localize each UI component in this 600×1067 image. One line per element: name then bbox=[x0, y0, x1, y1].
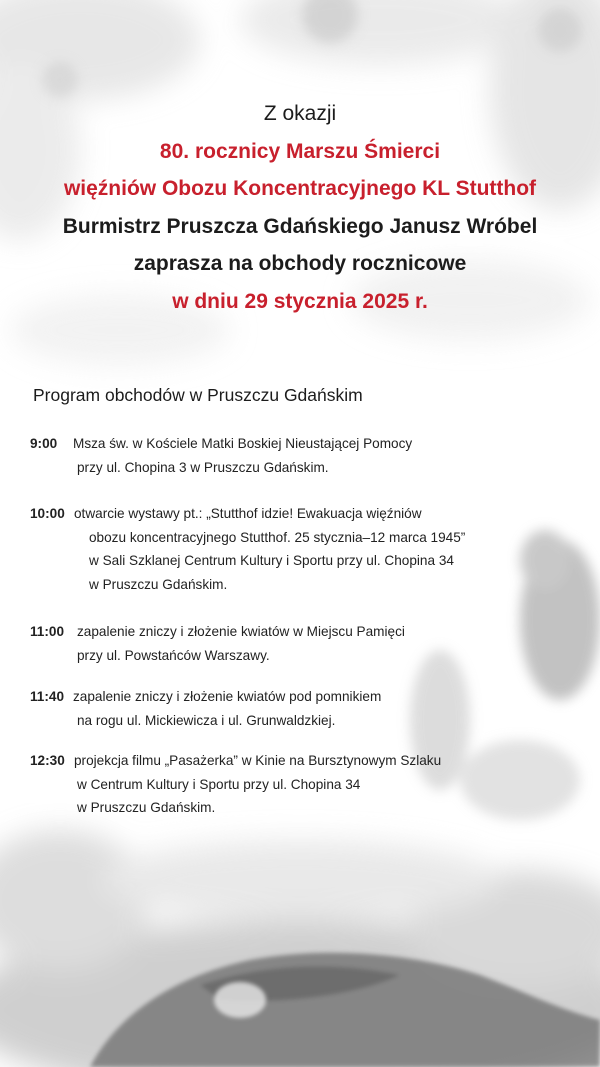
program-title: Program obchodów w Pruszczu Gdańskim bbox=[33, 385, 363, 405]
host-name: Burmistrz Pruszcza Gdańskiego Janusz Wróbel bbox=[62, 214, 538, 238]
entry-line: otwarcie wystawy pt.: „Stutthof idzie! Ewakuacja więźniów bbox=[74, 506, 422, 521]
entry-time: 9:00 bbox=[30, 436, 58, 451]
entry-line: na rogu ul. Mickiewicza i ul. Grunwaldzkiej. bbox=[77, 712, 336, 728]
program-entry bbox=[30, 432, 590, 502]
entry-line: przy ul. Powstańców Warszawy. bbox=[77, 647, 270, 663]
entry-line: w Pruszczu Gdańskim. bbox=[77, 800, 216, 815]
anniversary-title: 80. rocznicy Marszu Śmierci bbox=[159, 139, 441, 163]
entry-line: zapalenie zniczy i złożenie kwiatów pod pomnikiem bbox=[73, 689, 382, 704]
entry-line: przy ul. Chopina 3 w Pruszczu Gdańskim. bbox=[77, 459, 329, 475]
program-entry bbox=[30, 502, 590, 620]
program-entry bbox=[30, 749, 590, 820]
entry-line: projekcja filmu „Pasażerka” w Kinie na Bursztynowym Szlaku bbox=[74, 753, 442, 768]
entry-line: w Sali Szklanej Centrum Kultury i Sportu przy ul. Chopina 34 bbox=[89, 553, 454, 568]
entry-line: zapalenie zniczy i złożenie kwiatów w Miejscu Pamięci bbox=[77, 624, 405, 639]
occasion-intro: Z okazji bbox=[263, 102, 337, 125]
program-entry bbox=[30, 620, 590, 685]
entry-time: 11:40 bbox=[30, 689, 65, 704]
entry-line: Msza św. w Kościele Matki Boskiej Nieustającej Pomocy bbox=[73, 436, 413, 451]
entry-time: 10:00 bbox=[30, 506, 65, 521]
entry-time: 12:30 bbox=[30, 753, 65, 768]
entry-line: w Centrum Kultury i Sportu przy ul. Chopina 34 bbox=[77, 776, 361, 792]
program-list bbox=[30, 432, 590, 820]
entry-line: w Pruszczu Gdańskim. bbox=[89, 576, 228, 592]
invitation-text: zaprasza na obchody rocznicowe bbox=[133, 252, 467, 275]
invitation-header bbox=[0, 95, 600, 320]
entry-time: 11:00 bbox=[30, 624, 65, 639]
event-date: w dniu 29 stycznia 2025 r. bbox=[172, 289, 428, 313]
entry-line: obozu koncentracyjnego Stutthof. 25 stycznia–12 marca 1945” bbox=[89, 529, 466, 545]
program-entry bbox=[30, 685, 590, 749]
anniversary-subtitle: więźniów Obozu Koncentracyjnego KL Stutthof bbox=[63, 177, 537, 200]
